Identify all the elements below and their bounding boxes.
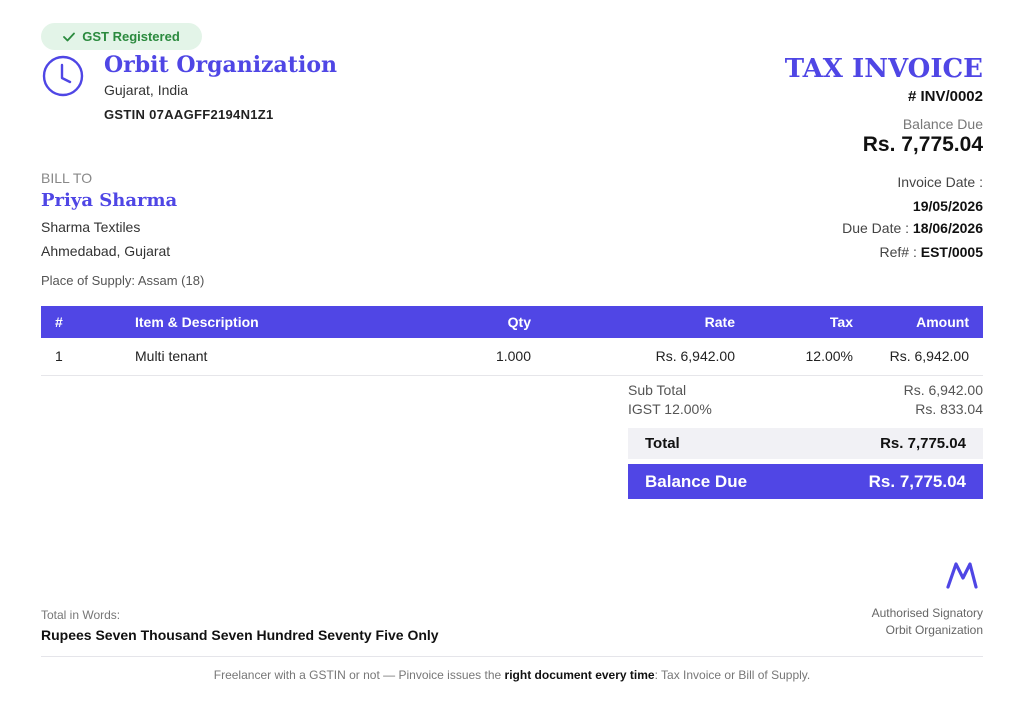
place-of-supply: Place of Supply: Assam (18) (41, 273, 205, 288)
balance-due-label: Balance Due (902, 116, 983, 132)
balance-due-box (628, 464, 983, 499)
balance-value: Rs. 7,775.04 (868, 471, 966, 491)
header-number: # (55, 314, 63, 330)
org-gstin: GSTIN 07AAGFF2194N1Z1 (104, 107, 274, 122)
tax-label: IGST 12.00% (628, 401, 712, 417)
row-tax: 12.00% (805, 348, 853, 365)
footer-pre: Freelancer with a GSTIN or not — Pinvoice issues the (213, 668, 505, 682)
customer-address: Ahmedabad, Gujarat (41, 243, 171, 259)
totals-section (628, 382, 983, 499)
clock-icon (41, 54, 85, 98)
line-items-table (41, 306, 983, 376)
row-qty: 1.000 (495, 348, 531, 365)
gst-registered-badge (41, 23, 202, 50)
header-rate: Rate (704, 314, 735, 330)
balance-due-amount: Rs. 7,775.04 (862, 133, 983, 156)
org-name: Orbit Organization (104, 52, 337, 78)
total-box (628, 428, 983, 459)
reference (879, 244, 983, 260)
tax-value: Rs. 833.04 (915, 401, 983, 417)
table-header-row (41, 306, 983, 338)
ref-label: Ref# : (879, 244, 917, 260)
invoice-date-label: Invoice Date : (897, 174, 983, 190)
subtotal-line (628, 382, 983, 401)
row-rate: Rs. 6,942.00 (655, 348, 735, 365)
header-tax: Tax (829, 314, 853, 330)
row-item: Multi tenant (135, 348, 208, 365)
footer-bold: right document every time (504, 668, 655, 682)
subtotal-value: Rs. 6,942.00 (903, 382, 983, 398)
footer-post: : Tax Invoice or Bill of Supply. (654, 668, 811, 682)
invoice-number: # INV/0002 (907, 88, 983, 105)
due-date-value: 18/06/2026 (912, 220, 983, 236)
balance-label: Balance Due (645, 471, 748, 491)
invoice-date-value: 19/05/2026 (912, 198, 983, 214)
check-icon (63, 32, 75, 42)
total-label: Total (645, 435, 680, 452)
footer-text (0, 668, 1024, 682)
subtotal-label: Sub Total (628, 382, 687, 398)
signatory-label: Authorised Signatory (871, 606, 983, 620)
footer-divider (41, 656, 983, 657)
total-value: Rs. 7,775.04 (880, 435, 966, 452)
signature-mark (945, 560, 979, 590)
total-in-words: Rupees Seven Thousand Seven Hundred Seventy Five Only (41, 627, 439, 643)
header-item: Item & Description (135, 314, 259, 330)
badge-label: GST Registered (82, 29, 180, 44)
signatory-org: Orbit Organization (885, 623, 983, 637)
org-location: Gujarat, India (104, 82, 189, 98)
customer-company: Sharma Textiles (41, 219, 141, 235)
header-qty: Qty (507, 314, 531, 330)
invoice-title: TAX INVOICE (784, 54, 983, 84)
ref-value: EST/0005 (920, 244, 983, 260)
row-number: 1 (55, 348, 63, 365)
row-amount: Rs. 6,942.00 (889, 348, 969, 365)
total-in-words-label: Total in Words: (41, 608, 121, 622)
due-date (842, 220, 983, 236)
header-amount: Amount (916, 314, 969, 330)
bill-to-label: BILL TO (41, 170, 93, 186)
due-date-label: Due Date : (842, 220, 910, 236)
customer-name: Priya Sharma (41, 190, 178, 211)
tax-line (628, 401, 983, 420)
table-row (41, 338, 983, 375)
